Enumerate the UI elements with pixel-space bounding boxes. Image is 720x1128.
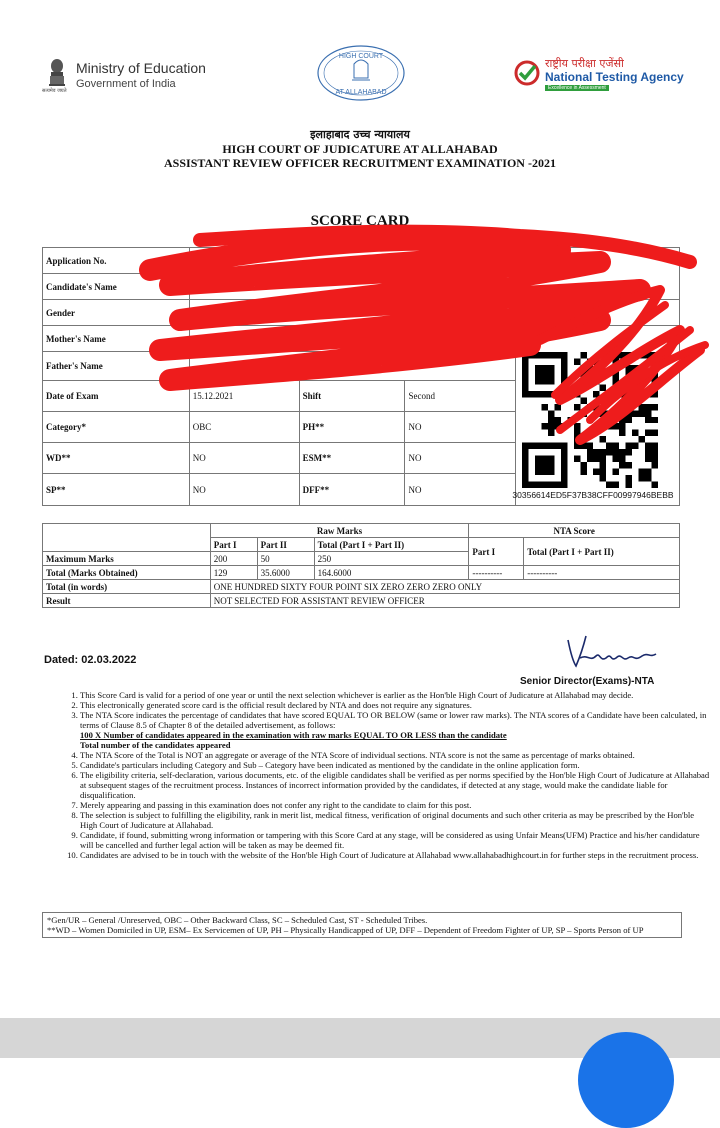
ph-value: NO xyxy=(405,412,516,443)
dff-value: NO xyxy=(405,474,516,506)
formula-numerator: 100 X Number of candidates appeared in the examination with raw marks EQUAL TO OR LESS than the candidate xyxy=(80,730,507,740)
hindi-court-title: इलाहाबाद उच्च न्यायालय xyxy=(310,128,410,141)
total-words-label: Total (in words) xyxy=(43,580,211,594)
formula-denominator: Total number of the candidates appeared xyxy=(80,740,231,750)
high-court-seal-icon xyxy=(316,44,406,102)
note-item: 7. Merely appearing and passing in this examination does not confer any right to the candidate to claim for this post. xyxy=(80,800,710,810)
note-text: The NTA Score indicates the percentage of candidates that have scored EQUAL TO OR BELOW (same or lower raw marks). The NTA scores of a Candidate have been calculated, in terms of Clause 8.5 of Chapter 8 of the detailed advertisement, as follows: xyxy=(80,710,707,730)
nta-score-header: NTA Score xyxy=(469,524,680,538)
category-label: Category* xyxy=(43,412,190,443)
esm-label: ESM** xyxy=(299,443,405,474)
qr-code xyxy=(522,352,658,488)
nta-total-value: ---------- xyxy=(524,566,680,580)
seal-top-text: HIGH COURT xyxy=(338,53,384,60)
raw-marks-header: Raw Marks xyxy=(210,524,469,538)
father-name-label: Father's Name xyxy=(43,352,190,381)
raw-total-header: Total (Part I + Part II) xyxy=(314,538,469,552)
ministry-title: Ministry of Education xyxy=(76,60,206,76)
national-emblem-icon xyxy=(46,58,68,90)
signature xyxy=(560,632,680,676)
note-item: 8. The selection is subject to fulfilling the eligibility, rank in merit list, medical fitness, verification of original documents and such other criteria as may be prescribed by the Hon'ble High Court of Judicature at Allahabad. xyxy=(80,810,710,830)
total-words-value: ONE HUNDRED SIXTY FOUR POINT SIX ZERO ZERO ZERO ONLY xyxy=(210,580,679,594)
max-marks-label: Maximum Marks xyxy=(43,552,211,566)
obtained-part1: 129 xyxy=(210,566,257,580)
mother-name-value xyxy=(189,326,516,352)
application-no-value xyxy=(189,248,516,274)
floating-action-button[interactable] xyxy=(578,1032,674,1128)
esm-value: NO xyxy=(405,443,516,474)
signatory-title: Senior Director(Exams)-NTA xyxy=(520,676,655,687)
dated-text: Dated: 02.03.2022 xyxy=(44,654,137,666)
note-item: 1. This Score Card is valid for a period of one year or until the next selection whichever is earlier as the Hon'ble High Court of Judicature at Allahabad may decide. xyxy=(80,690,710,700)
photo-lower-cell xyxy=(516,300,680,326)
exam-title: ASSISTANT REVIEW OFFICER RECRUITMENT EXAMINATION -2021 xyxy=(164,156,556,170)
max-total: 250 xyxy=(314,552,469,566)
obtained-marks-label: Total (Marks Obtained) xyxy=(43,566,211,580)
note-item: 6. The eligibility criteria, self-declaration, various documents, etc. of the eligible candidates shall be verified as per norms specified by the Hon'ble High Court of Judicature at Allahabad at subsequent stages of the recruitment process. Instances of incorrect information provided by the candidates, if detected at any stage, would make the candidate liable for disqualification. xyxy=(80,770,710,800)
obtained-total: 164.6000 xyxy=(314,566,469,580)
nta-english-name: National Testing Agency xyxy=(545,70,684,84)
emblem-caption: सत्यमेव जयते xyxy=(42,88,67,94)
marks-table xyxy=(42,523,680,608)
note-item: 10. Candidates are advised to be in touch with the website of the Hon'ble High Court of Judicature at Allahabad www.allahabadhighcourt.in for further steps in the recruitment process. xyxy=(80,850,710,860)
raw-part2-header: Part II xyxy=(257,538,314,552)
obtained-part2: 35.6000 xyxy=(257,566,314,580)
wd-label: WD** xyxy=(43,443,190,474)
date-of-exam-value: 15.12.2021 xyxy=(189,381,299,412)
nta-total-header: Total (Part I + Part II) xyxy=(524,538,680,566)
max-part2: 50 xyxy=(257,552,314,566)
max-part1: 200 xyxy=(210,552,257,566)
note-item: 5. Candidate's particulars including Category and Sub – Category have been indicated as mentioned by the candidate in the online application form. xyxy=(80,760,710,770)
nta-hindi-name: राष्ट्रीय परीक्षा एजेंसी xyxy=(545,57,624,70)
marks-corner-cell xyxy=(43,524,211,552)
note-item xyxy=(80,710,710,750)
nta-logo xyxy=(514,56,694,92)
seal-bottom-text: AT ALLAHABAD xyxy=(335,89,387,96)
ph-label: PH** xyxy=(299,412,405,443)
note-item: 2. This electronically generated score card is the official result declared by NTA and does not require any signatures. xyxy=(80,700,710,710)
photo-cell xyxy=(516,248,680,300)
sp-value: NO xyxy=(189,474,299,506)
mother-name-label: Mother's Name xyxy=(43,326,190,352)
candidate-name-value xyxy=(189,274,516,300)
nta-part1-value: ---------- xyxy=(469,566,524,580)
candidate-name-label: Candidate's Name xyxy=(43,274,190,300)
nta-check-icon xyxy=(514,60,540,86)
wd-value: NO xyxy=(189,443,299,474)
sp-label: SP** xyxy=(43,474,190,506)
footnote-line: **WD – Women Domiciled in UP, ESM– Ex Servicemen of UP, PH – Physically Handicapped of UP, DFF – Dependent of Freedom Fighter of UP, SP – Sports Person of UP xyxy=(47,925,644,935)
category-value: OBC xyxy=(189,412,299,443)
application-no-label: Application No. xyxy=(43,248,190,274)
ministry-subtitle: Government of India xyxy=(76,78,176,90)
shift-value: Second xyxy=(405,381,516,412)
shift-label: Shift xyxy=(299,381,405,412)
nta-tagline: Excellence in Assessment xyxy=(545,85,609,91)
qr-code-text: 30356614ED5F37B38CFF00997946BEBB xyxy=(512,490,674,500)
footnote-box xyxy=(42,912,682,938)
result-value: NOT SELECTED FOR ASSISTANT REVIEW OFFICER xyxy=(210,594,679,608)
court-title: HIGH COURT OF JUDICATURE AT ALLAHABAD xyxy=(222,142,498,156)
note-item: 9. Candidate, if found, submitting wrong information or tampering with this Score Card at any stage, will be considered as using Unfair Means(UFM) Practice and his/her candidature will be cancelled and further legal action will be taken as may be deemed fit. xyxy=(80,830,710,850)
footnote-line: *Gen/UR – General /Unreserved, OBC – Other Backward Class, SC – Scheduled Cast, ST - Scheduled Tribes. xyxy=(47,915,428,925)
instructions-list xyxy=(48,690,710,860)
date-of-exam-label: Date of Exam xyxy=(43,381,190,412)
result-label: Result xyxy=(43,594,211,608)
father-name-value xyxy=(189,352,516,381)
note-item: 4. The NTA Score of the Total is NOT an aggregate or average of the NTA Score of individual sections. NTA score is not the same as percentage of marks obtained. xyxy=(80,750,710,760)
dff-label: DFF** xyxy=(299,474,405,506)
raw-part1-header: Part I xyxy=(210,538,257,552)
gender-value xyxy=(189,300,516,326)
gender-label: Gender xyxy=(43,300,190,326)
score-card-title: SCORE CARD xyxy=(310,213,410,229)
ministry-logo xyxy=(42,56,232,96)
nta-part1-header: Part I xyxy=(469,538,524,566)
